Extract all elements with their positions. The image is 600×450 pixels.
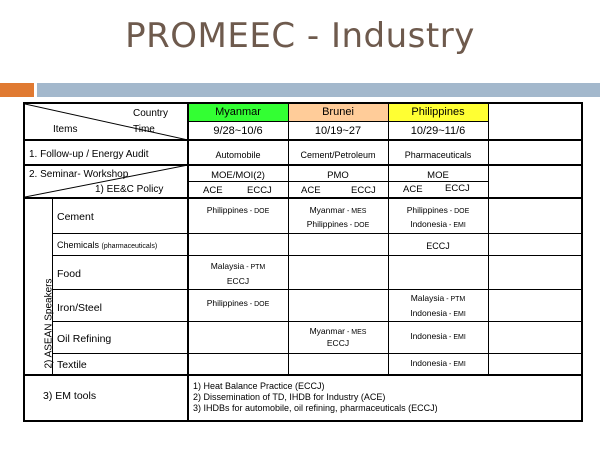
policy-philippines-eccj: ECCJ	[445, 183, 470, 194]
dates-brunei: 10/19~27	[314, 125, 362, 137]
grid-line	[52, 321, 583, 322]
accent-bar-blue	[37, 83, 600, 97]
speaker-entry: Malaysia - PTM	[210, 261, 266, 271]
grid-line	[25, 139, 583, 141]
country-name-philippines: Philippines	[411, 106, 465, 118]
time-label: Time	[133, 124, 155, 135]
em-tool-item: 1) Heat Balance Practice (ECCJ)	[193, 381, 325, 391]
grid-line	[188, 181, 488, 182]
speaker-row-textile: Textile	[57, 359, 87, 371]
grid-line	[187, 104, 189, 422]
speaker-entry: ECCJ	[426, 241, 450, 251]
dates-myanmar: 9/28~10/6	[213, 125, 263, 137]
followup-myanmar: Automobile	[215, 150, 261, 160]
speaker-entry: ECCJ	[226, 276, 250, 286]
country-name-myanmar: Myanmar	[215, 106, 261, 118]
speaker-entry: Indonesia - EMI	[410, 219, 466, 229]
speaker-entry: Indonesia - EMI	[410, 308, 466, 318]
grid-line	[52, 289, 583, 290]
policy-myanmar-eccj: ECCJ	[247, 185, 272, 196]
grid-line	[52, 233, 583, 234]
grid-line	[25, 164, 583, 166]
seminar-label: 2. Seminar- Workshop	[29, 169, 129, 180]
grid-line	[288, 104, 289, 374]
speaker-row-cement: Cement	[57, 211, 94, 223]
accent-bar-orange	[0, 83, 34, 97]
speaker-entry: Philippines - DOE	[406, 205, 470, 215]
grid-line	[25, 374, 583, 376]
grid-line	[25, 197, 583, 199]
policy-label: 1) EE&C Policy	[95, 184, 164, 195]
speaker-entry: Philippines - DOE	[206, 298, 270, 308]
speaker-entry: Philippines - DOE	[206, 205, 270, 215]
speaker-entry: Myanmar - MES	[309, 326, 367, 336]
items-label: Items	[53, 124, 78, 135]
seminar-top-philippines: MOE	[427, 170, 449, 181]
page-title: PROMEEC - Industry	[125, 16, 475, 56]
followup-label: 1. Follow-up / Energy Audit	[29, 149, 149, 160]
speaker-entry: Indonesia - EMI	[410, 331, 466, 341]
em-tools-label: 3) EM tools	[43, 390, 97, 402]
schedule-table	[23, 102, 583, 422]
country-label: Country	[133, 108, 169, 119]
speaker-entry: Indonesia - EMI	[410, 358, 466, 368]
policy-myanmar-ace: ACE	[203, 185, 223, 196]
grid-line	[488, 104, 489, 374]
speaker-row-food: Food	[57, 268, 81, 280]
grid-line	[388, 104, 389, 374]
speaker-entry: ECCJ	[326, 338, 350, 348]
speaker-entry: Malaysia - PTM	[410, 293, 466, 303]
grid-line	[52, 255, 583, 256]
policy-brunei-ace: ACE	[301, 185, 321, 196]
seminar-top-brunei: PMO	[327, 170, 349, 181]
followup-philippines: Pharmaceuticals	[404, 150, 472, 160]
country-name-brunei: Brunei	[322, 106, 354, 118]
dates-philippines: 10/29~11/6	[410, 125, 466, 137]
policy-brunei-eccj: ECCJ	[351, 185, 376, 196]
followup-brunei: Cement/Petroleum	[300, 150, 376, 160]
policy-philippines-ace: ACE	[403, 184, 423, 195]
em-tool-item: 3) IHDBs for automobile, oil refining, pharmaceuticals (ECCJ)	[193, 403, 438, 413]
speaker-row-oil-refining: Oil Refining	[57, 333, 112, 345]
speaker-row-chemicals: Chemicals (pharmaceuticals)	[57, 240, 158, 250]
seminar-top-myanmar: MOE/MOI(2)	[211, 170, 265, 181]
grid-line	[52, 197, 53, 374]
speaker-entry: Myanmar - MES	[309, 205, 367, 215]
speaker-row-iron-steel: Iron/Steel	[57, 302, 102, 314]
grid-line	[52, 353, 583, 354]
em-tool-item: 2) Dissemination of TD, IHDB for Industry (ACE)	[193, 392, 386, 402]
asean-speakers-label: 2) ASEAN Speakers	[43, 278, 55, 369]
speaker-entry: Philippines - DOE	[306, 219, 370, 229]
em-tools-list	[193, 381, 438, 414]
grid-line	[188, 121, 488, 122]
